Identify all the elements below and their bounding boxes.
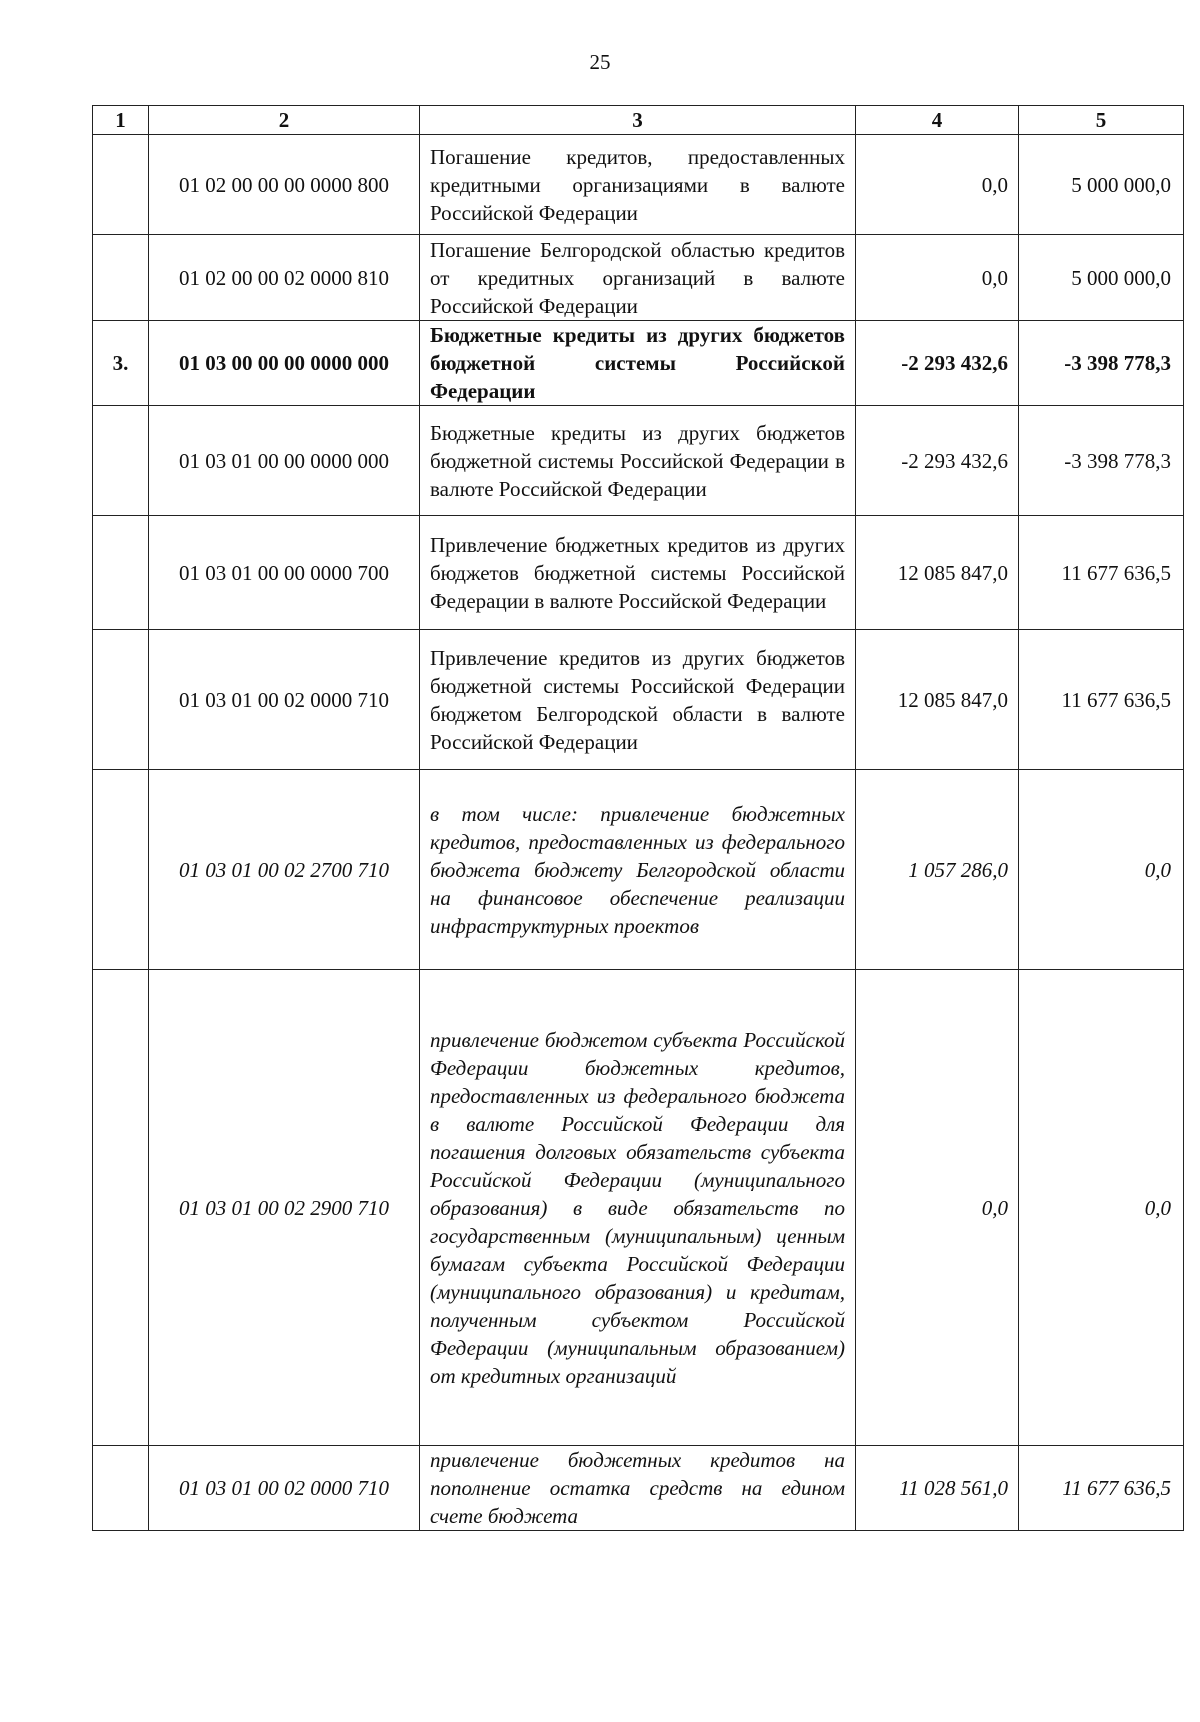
header-col-3: 3: [420, 106, 856, 135]
header-col-5: 5: [1019, 106, 1184, 135]
budget-code-cell: 01 02 00 00 00 0000 800: [149, 135, 420, 235]
header-col-2: 2: [149, 106, 420, 135]
table-row: [93, 770, 1184, 970]
description-cell: привлечение бюджетных кредитов на пополнение остатка средств на едином счете бюджета: [420, 1446, 856, 1531]
description-cell: Бюджетные кредиты из других бюджетов бюджетной системы Российской Федерации в валюте Российской Федерации: [420, 406, 856, 516]
row-number-cell: [93, 516, 149, 630]
value-col-5-cell: 11 677 636,5: [1019, 630, 1184, 770]
page-number: 25: [589, 50, 611, 74]
value-col-4-cell: 12 085 847,0: [856, 630, 1019, 770]
row-number-cell: [93, 630, 149, 770]
value-col-5-cell: -3 398 778,3: [1019, 406, 1184, 516]
row-number-cell: [93, 235, 149, 321]
value-col-5-cell: 5 000 000,0: [1019, 135, 1184, 235]
description-cell: Погашение кредитов, предоставленных кредитными организациями в валюте Российской Федерации: [420, 135, 856, 235]
budget-code-cell: 01 03 01 00 00 0000 000: [149, 406, 420, 516]
value-col-4-cell: 0,0: [856, 970, 1019, 1446]
budget-code-cell: 01 03 01 00 00 0000 700: [149, 516, 420, 630]
table-row: [93, 321, 1184, 406]
row-number-cell: [93, 970, 149, 1446]
value-col-4-cell: 1 057 286,0: [856, 770, 1019, 970]
value-col-5-cell: 0,0: [1019, 770, 1184, 970]
description-cell: Привлечение бюджетных кредитов из других бюджетов бюджетной системы Российской Федерации в валюте Российской Федерации: [420, 516, 856, 630]
description-cell: Бюджетные кредиты из других бюджетов бюджетной системы Российской Федерации: [420, 321, 856, 406]
value-col-4-cell: 12 085 847,0: [856, 516, 1019, 630]
table-row: [93, 516, 1184, 630]
budget-code-cell: 01 03 01 00 02 2900 710: [149, 970, 420, 1446]
value-col-4-cell: 0,0: [856, 135, 1019, 235]
table-row: [93, 135, 1184, 235]
value-col-4-cell: -2 293 432,6: [856, 406, 1019, 516]
value-col-4-cell: 0,0: [856, 235, 1019, 321]
budget-code-cell: 01 03 01 00 02 2700 710: [149, 770, 420, 970]
description-cell: привлечение бюджетом субъекта Российской Федерации бюджетных кредитов, предоставленных из федерального бюджета в валюте Российской Федерации для погашения долговых обязательств субъекта Российской Федерации (муниципального образования) в виде обязательств по государственным (муниципальным) ценным бумагам субъекта Российской Федерации (муниципального образования) и кредитам, полученным субъектом Российской Федерации (муниципальным образованием) от кредитных организаций: [420, 970, 856, 1446]
value-col-4-cell: 11 028 561,0: [856, 1446, 1019, 1531]
description-cell: Привлечение кредитов из других бюджетов бюджетной системы Российской Федерации бюджетом Белгородской области в валюте Российской Федерации: [420, 630, 856, 770]
description-cell: Погашение Белгородской областью кредитов от кредитных организаций в валюте Российской Федерации: [420, 235, 856, 321]
value-col-5-cell: -3 398 778,3: [1019, 321, 1184, 406]
row-number-cell: 3.: [93, 321, 149, 406]
budget-code-cell: 01 03 00 00 00 0000 000: [149, 321, 420, 406]
value-col-5-cell: 11 677 636,5: [1019, 516, 1184, 630]
table-row: [93, 630, 1184, 770]
value-col-4-cell: -2 293 432,6: [856, 321, 1019, 406]
header-col-1: 1: [93, 106, 149, 135]
budget-code-cell: 01 03 01 00 02 0000 710: [149, 1446, 420, 1531]
table-row: [93, 1446, 1184, 1531]
value-col-5-cell: 11 677 636,5: [1019, 1446, 1184, 1531]
row-number-cell: [93, 770, 149, 970]
value-col-5-cell: 5 000 000,0: [1019, 235, 1184, 321]
budget-code-cell: 01 03 01 00 02 0000 710: [149, 630, 420, 770]
description-cell: в том числе: привлечение бюджетных кредитов, предоставленных из федерального бюджета бюджету Белгородской области на финансовое обеспечение реализации инфраструктурных проектов: [420, 770, 856, 970]
row-number-cell: [93, 135, 149, 235]
budget-table: [92, 105, 1184, 1531]
table-body: [93, 135, 1184, 1531]
table-row: [93, 235, 1184, 321]
table-row: [93, 406, 1184, 516]
header-col-4: 4: [856, 106, 1019, 135]
table-row: [93, 970, 1184, 1446]
budget-code-cell: 01 02 00 00 02 0000 810: [149, 235, 420, 321]
value-col-5-cell: 0,0: [1019, 970, 1184, 1446]
table-header-row: [93, 106, 1184, 135]
row-number-cell: [93, 1446, 149, 1531]
row-number-cell: [93, 406, 149, 516]
